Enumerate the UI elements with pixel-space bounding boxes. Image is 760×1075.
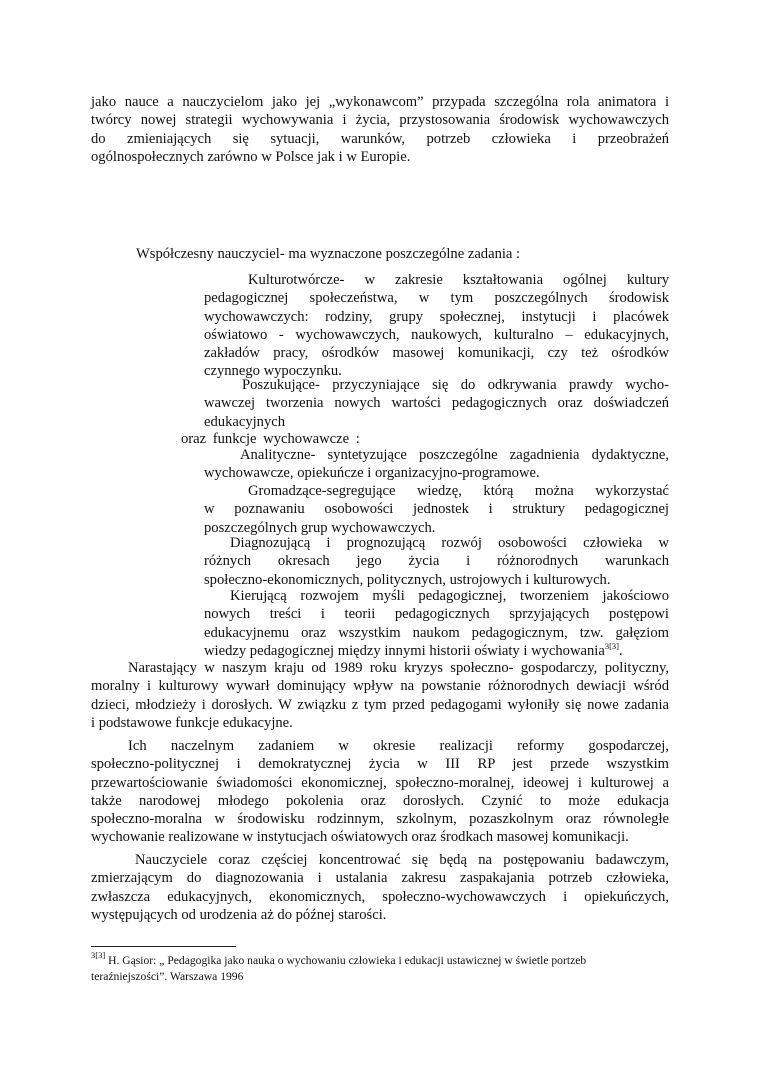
text-line: Diagnozującą i prognozującą rozwój osobowości człowieka w (230, 535, 669, 551)
text-line: Analityczne- syntetyzujące poszczególne zagadnienia dydaktyczne, (240, 447, 669, 463)
text-line: wychowawczych: rodziny, grupy społecznej, instytucji i placówek (204, 308, 669, 325)
text-line: w poznawaniu osobowości jednostek i struktury pedagogicznej (204, 501, 669, 518)
footnote-reference[interactable]: 3[3] (604, 640, 619, 651)
text-line: poszczególnych grup wychowawczych. (204, 519, 436, 536)
text-line: i podstawowe funkcje edukacyjne. (91, 714, 293, 731)
text-line: do zmieniających się sytuacji, warunków, potrzeb człowieka i przeobrażeń (91, 130, 669, 147)
footnote (91, 950, 651, 985)
text-line: moralny i kulturowy wywarł dominujący wpływ na powstanie różnorodnych dewiacji wśród (91, 678, 669, 695)
text-line: także narodowej młodego pokolenia oraz dorosłych. Czynić to może edukacja (91, 792, 669, 809)
func-kierujaca (204, 587, 669, 660)
text-line: społeczno-politycznej i demokratycznej życia w III RP jest przede wszystkim (91, 756, 669, 773)
text-line: zwłaszcza edukacyjnych, ekonomicznych, społeczno-wychowawczych i opiekuńczych, (91, 888, 669, 905)
text-line: dzieci, młodzieży i dorosłych. W związku z tym przed pedagogami wyłoniły się nowe zadania (91, 696, 669, 713)
text-line: nowych treści i teorii pedagogicznych sprzyjających postępowi (204, 606, 669, 623)
text-line: wawczej tworzenia nowych wartości pedagogicznych oraz doświadczeń (204, 395, 669, 412)
text-line: Narastający w naszym kraju od 1989 roku kryzys społeczno- gospodarczy, polityczny, (128, 660, 669, 676)
paragraph-zadanie (91, 737, 669, 847)
paragraph-intro (91, 93, 669, 166)
text-line: przewartościowanie świadomości ekonomicznej, społeczno-moralnej, ideowej i kulturowej a (91, 774, 669, 791)
text-line: twórcy nowej strategii wychowywania i życia, przystosowania środowisk wychowawczych (91, 112, 669, 129)
period: . (619, 642, 623, 659)
text-line: różnych okresach jego życia i różnorodnych warunkach (204, 553, 669, 570)
text-line: społeczno-moralna w środowisku rodzinnym, szkolnym, pozaszkolnym oraz równoległe (91, 811, 669, 828)
paragraph-nauczyciele (91, 851, 669, 924)
text-line: występujących od urodzenia aż do późnej starości. (91, 906, 387, 923)
text-line: zakładów pracy, ośrodków masowej komunikacji, czy też ośrodków (204, 345, 669, 362)
tasks-heading: Współczesny nauczyciel- ma wyznaczone poszczególne zadania : (136, 246, 521, 262)
func-diagnozujaca (204, 534, 669, 589)
text-line: Ich naczelnym zadaniem w okresie realizacji reformy gospodarczej, (128, 738, 669, 754)
text-line: pedagogicznej społeczeństwa, w tym poszczególnych środowisk (204, 290, 669, 307)
text-line: Kierującą rozwojem myśli pedagogicznej, tworzeniem jakościowo (230, 588, 669, 604)
footnote-text: H. Gąsior: „ Pedagogika jako nauka o wychowaniu człowieka i edukacji ustawicznej w świetle portzeb teraźniejszości”. Warszawa 1996 (91, 954, 587, 983)
footnote-marker: 3[3] (91, 950, 106, 960)
text-line: wychowawcze, opiekuńcze i organizacyjno-programowe. (204, 465, 540, 482)
kierujaca-last-text: wiedzy pedagogicznej między innymi historii oświaty i wychowania (204, 642, 605, 659)
text-line: społeczno-ekonomicznych, politycznych, ustrojowych i kulturowych. (204, 571, 611, 588)
text-line: Gromadzące-segregujące wiedzę, którą można wykorzystać (248, 483, 669, 499)
func-gromadzace (204, 482, 669, 537)
text-line: oświatowo - wychowawczych, naukowych, kulturalno – edukacyjnych, (204, 326, 669, 343)
text-line: czynnego wypoczynku. (204, 363, 342, 380)
task-poszukujace (204, 376, 669, 431)
text-line: edukacyjnych (204, 413, 286, 430)
text-line: edukacyjnemu oraz wszystkim naukom pedagogicznym, tzw. gałęziom (204, 624, 669, 641)
text-line: jako nauce a nauczycielom jako jej „wykonawcom” przypada szczególna rola animatora i (91, 94, 669, 110)
functions-heading: oraz funkcje wychowawcze : (181, 431, 360, 447)
text-line: Nauczyciele coraz częściej koncentrować się będą na postępowaniu badawczym, (135, 852, 669, 868)
text-line: wychowanie realizowane w instytucjach oświatowych oraz środkach masowej komunikacji. (91, 829, 629, 846)
text-line: Kulturotwórcze- w zakresie kształtowania ogólnej kultury (248, 272, 669, 288)
text-line (204, 642, 669, 660)
task-kulturotworcze (204, 271, 669, 381)
paragraph-kryzys (91, 659, 669, 732)
text-line: ogólnospołecznych zarówno w Polsce jak i w Europie. (91, 148, 411, 165)
func-analityczne (204, 446, 669, 483)
footnote-separator (91, 946, 236, 947)
text-line: Poszukujące- przyczyniające się do odkrywania prawdy wycho- (242, 377, 669, 393)
text-line: zmierzającym do diagnozowania i ustalania zakresu zaspakajania potrzeb człowieka, (91, 870, 669, 887)
